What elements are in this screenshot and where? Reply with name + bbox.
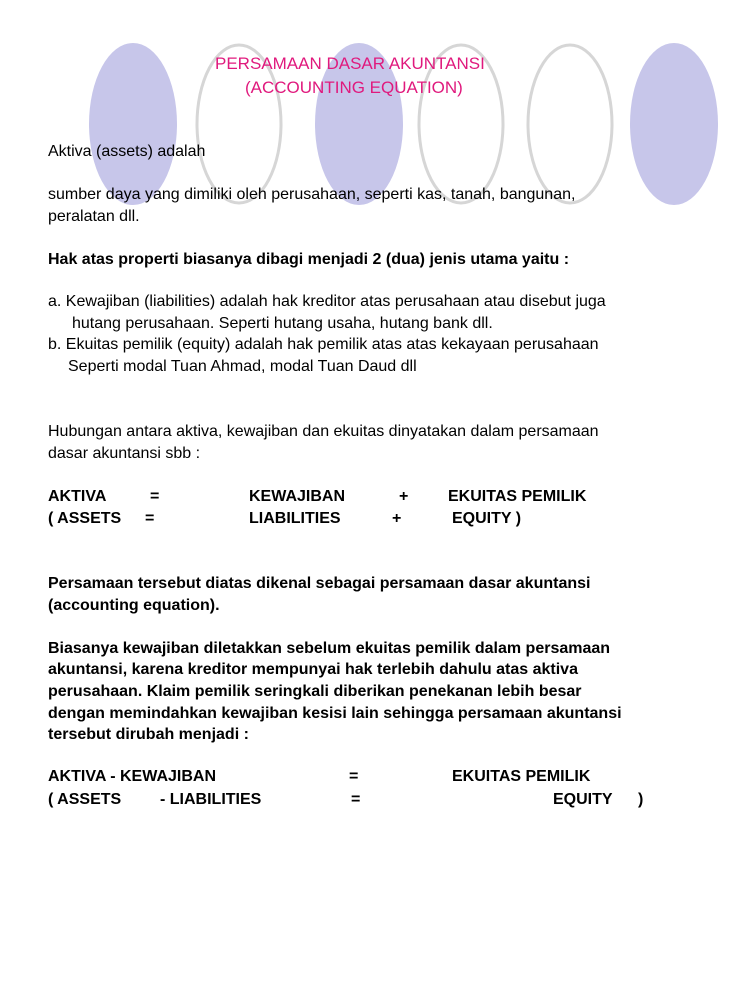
eq2-row1-left: AKTIVA - KEWAJIBAN (48, 768, 216, 785)
eq1-row2-left: ( ASSETS (48, 510, 122, 527)
biasanya-line-2: akuntansi, karena kreditor mempunyai hak terlebih dahulu atas aktiva (48, 661, 578, 678)
item-a-line-2: hutang perusahaan. Seperti hutang usaha, hutang bank dll. (72, 315, 493, 332)
eq2-row2-right: EQUITY (553, 791, 613, 808)
biasanya-line-5: tersebut dirubah menjadi : (48, 726, 249, 743)
title-line-1: PERSAMAAN DASAR AKUNTANSI (215, 54, 485, 73)
oval-lavender-1 (89, 43, 177, 205)
hak-atas-heading: Hak atas properti biasanya dibagi menjadi 2 (dua) jenis utama yaitu : (48, 251, 570, 268)
eq2-row2-left-assets: ( ASSETS (48, 791, 122, 808)
definition-line-2: peralatan dll. (48, 208, 140, 225)
biasanya-line-3: perusahaan. Klaim pemilik seringkali diberikan penekanan lebih besar (48, 683, 582, 700)
eq1-row1-right: EKUITAS PEMILIK (448, 488, 587, 505)
hubungan-line-1: Hubungan antara aktiva, kewajiban dan ekuitas dinyatakan dalam persamaan (48, 423, 599, 440)
eq2-row1-right: EKUITAS PEMILIK (452, 768, 591, 785)
item-a-line-1: a. Kewajiban (liabilities) adalah hak kreditor atas perusahaan atau disebut juga (48, 293, 606, 310)
eq1-row1-plus: + (399, 488, 409, 505)
biasanya-line-1: Biasanya kewajiban diletakkan sebelum ekuitas pemilik dalam persamaan (48, 640, 611, 657)
dikenal-line-2: (accounting equation). (48, 597, 220, 614)
eq1-row2-plus: + (392, 510, 402, 527)
eq2-row2-left-liabilities: - LIABILITIES (160, 791, 262, 808)
eq2-row1-equals: = (349, 768, 359, 785)
aktiva-intro: Aktiva (assets) adalah (48, 143, 206, 160)
eq2-row2-equals: = (351, 791, 361, 808)
eq1-row2-right: EQUITY ) (452, 510, 522, 527)
item-b-line-2: Seperti modal Tuan Ahmad, modal Tuan Daud dll (68, 358, 417, 375)
definition-line-1: sumber daya yang dimiliki oleh perusahaan, seperti kas, tanah, bangunan, (48, 186, 576, 203)
dikenal-line-1: Persamaan tersebut diatas dikenal sebagai persamaan dasar akuntansi (48, 575, 591, 592)
item-b-line-1: b. Ekuitas pemilik (equity) adalah hak pemilik atas atas kekayaan perusahaan (48, 336, 599, 353)
oval-lavender-3 (630, 43, 718, 205)
eq1-row1-left: AKTIVA (48, 488, 107, 505)
hubungan-line-2: dasar akuntansi sbb : (48, 445, 201, 462)
title-line-2: (ACCOUNTING EQUATION) (245, 78, 463, 97)
eq1-row1-equals: = (150, 488, 160, 505)
oval-outline-3 (528, 45, 612, 203)
biasanya-line-4: dengan memindahkan kewajiban kesisi lain sehingga persamaan akuntansi (48, 705, 622, 722)
eq2-row2-close-paren: ) (638, 791, 644, 808)
eq1-row2-mid: LIABILITIES (249, 510, 341, 527)
eq1-row1-mid: KEWAJIBAN (249, 488, 346, 505)
eq1-row2-equals: = (145, 510, 155, 527)
